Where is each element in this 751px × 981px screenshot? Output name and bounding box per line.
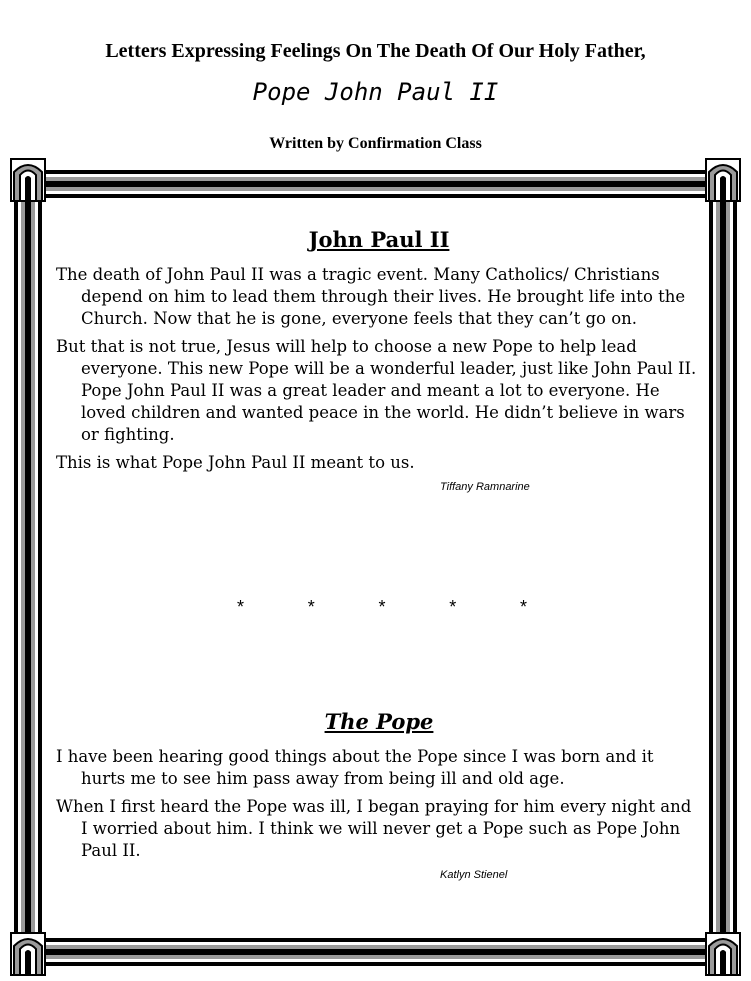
page-subtitle: Pope John Paul II (252, 78, 499, 106)
frame-corner-ornament-icon (10, 158, 46, 202)
letter-paragraph: I have been hearing good things about the Pope since I was born and it hurts me to see him pass away from being ill and old age. (56, 747, 654, 788)
frame-top-bar (40, 170, 711, 198)
frame-right-bar (709, 198, 737, 936)
separator-asterisk: * (378, 597, 386, 617)
letter-paragraph: But that is not true, Jesus will help to choose a new Pope to help lead everyone. This new Pope will be a wonderful leader, just like John Paul II. Pope John Paul II was a great leader and meant a lot to everyone. He loved children and wanted peace in the world. He didn’t believe in wars or fighting. (56, 337, 697, 444)
letter-signature: Katlyn Stienel (440, 869, 508, 881)
byline: Written by Confirmation Class (269, 135, 482, 152)
page-title: Letters Expressing Feelings On The Death Of Our Holy Father, (105, 40, 646, 62)
letter-paragraph: When I first heard the Pope was ill, I began praying for him every night and I worried about him. I think we will never get a Pope such as Pope John Paul II. (56, 797, 692, 860)
frame-left-bar (14, 198, 42, 936)
letter-title: John Paul II (308, 227, 450, 252)
frame-bottom-bar (40, 938, 711, 966)
separator-asterisk: * (307, 597, 315, 617)
frame-corner-ornament-icon (705, 932, 741, 976)
letter-section (56, 708, 702, 882)
frame-corner-ornament-icon (705, 158, 741, 202)
letter-paragraph: The death of John Paul II was a tragic event. Many Catholics/ Christians depend on him to lead them through their lives. He brought life into the Church. Now that he is gone, everyone feels that they can’t go on. (56, 265, 686, 328)
section-separator (56, 596, 702, 618)
letter-title: The Pope (324, 709, 434, 734)
letter-signature: Tiffany Ramnarine (440, 481, 530, 493)
letter-section (56, 226, 702, 494)
separator-asterisk: * (449, 597, 457, 617)
separator-asterisk: * (237, 597, 245, 617)
letter-paragraph: This is what Pope John Paul II meant to us. (56, 453, 415, 472)
frame-corner-ornament-icon (10, 932, 46, 976)
separator-asterisk: * (519, 597, 527, 617)
